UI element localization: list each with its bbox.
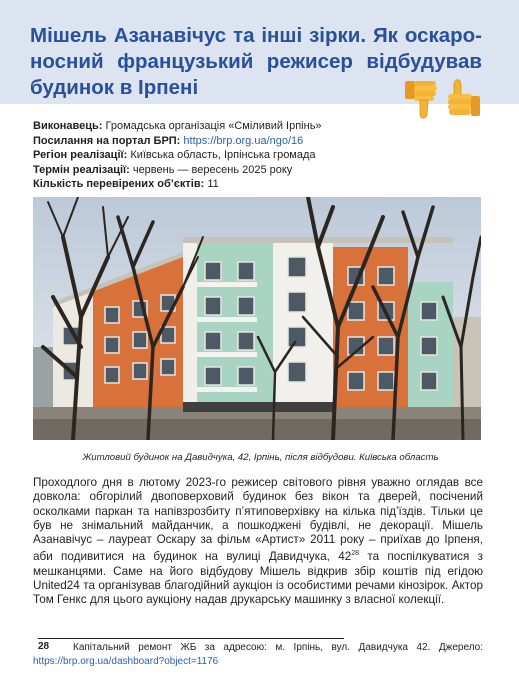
meta-link	[33, 134, 488, 149]
footnote-divider	[38, 638, 344, 639]
meta-executor-value: Громадська організація «Сміливий Ірпінь»	[102, 120, 322, 132]
body-part-2: та поспілкуватися з мешканцями. Саме на його відбудову Мішель відкрив збір коштів під егідою United24 та організував благодійний аукціон із особистими речами кінозірок. Актор Том Генкс для цього аукціону надав друкарську машинку з власної колекції.	[33, 550, 483, 607]
meta-term	[33, 163, 488, 178]
footnote	[33, 641, 483, 669]
building-illustration	[33, 197, 481, 440]
body-text	[33, 476, 483, 608]
meta-count-label: Кількість перевірених об’єктів:	[33, 178, 205, 191]
meta-link-url[interactable]: https://brp.org.ua/ngo/16	[180, 134, 304, 147]
meta-link-label: Посилання на портал БРП:	[33, 134, 181, 147]
meta-term-label: Термін реалізації:	[33, 163, 130, 176]
body-paragraph	[33, 476, 483, 608]
title-line-2: носний французький режисер відбудував	[30, 50, 482, 73]
meta-region-label: Регіон реалізації:	[33, 149, 128, 162]
meta-region	[33, 148, 488, 163]
thumbs-up-icon	[448, 80, 480, 116]
photo-caption: Житловий будинок на Давидчука, 42, Ірпінь, після відбудови. Київська область	[82, 452, 439, 463]
title-line-3: будинок в Ірпені	[30, 76, 199, 99]
page-number: 28	[38, 641, 50, 652]
building-photo	[33, 197, 481, 440]
footnote-link[interactable]: https://brp.org.ua/dashboard?object=1176	[33, 656, 219, 667]
footnote-text: Капітальний ремонт ЖБ за адресою: м. Ірпінь, вул. Давидчука 42. Джерело:	[73, 642, 483, 653]
meta-executor	[33, 119, 488, 134]
project-meta	[33, 119, 488, 192]
thumbs-down-icon	[405, 81, 437, 118]
meta-count-value: 11	[204, 178, 219, 191]
meta-executor-label: Виконавець:	[33, 120, 103, 132]
body-part-1: Проходлого дня в лютому 2023-го режисер світового рівня уважно оглядав все довкола: обгорілий двоповерховий будинок без вікон та дверей, посічений осколками паркан та напівзрозбиту п’ятиповерхівку на кілька під’їздів. Тільки це був не знімальний майданчик, а пошкоджені будівлі, не декорації. Мішель Азанавічус – лауреат Оскару за фільм «Артист» 2011 року – приїхав до Ірпеня, аби подивитися на будинок на вулиці Давидчука, 42	[33, 476, 483, 564]
meta-term-value: червень — вересень 2025 року	[129, 163, 293, 176]
title-line-1: Мішель Азанавічус та інші зірки. Як оскаро-	[30, 24, 482, 47]
footnote-ref: 28	[351, 550, 360, 558]
meta-count	[33, 177, 488, 192]
meta-region-value: Київська область, Ірпінська громада	[127, 149, 316, 162]
thumbs-icons	[402, 78, 482, 122]
